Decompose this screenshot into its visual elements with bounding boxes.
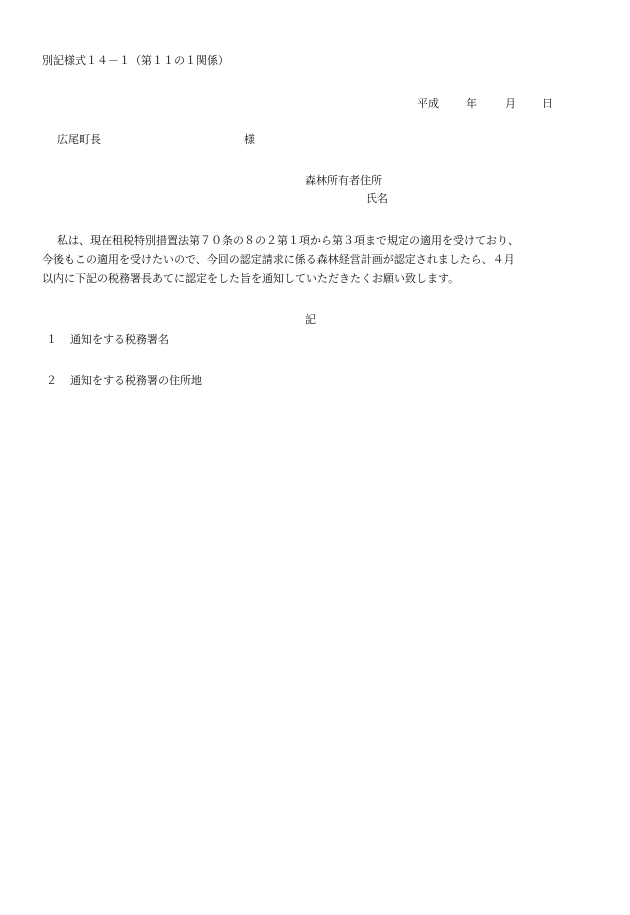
date-month: 月 — [505, 97, 516, 110]
addressee-name: 広尾町長 — [57, 133, 101, 146]
form-label: 別記様式１４－１（第１１の１関係） — [42, 54, 229, 67]
body-line: 私は、現在租税特別措置法第７０条の８の２第１項から第３項まで規定の適用を受けており、 — [57, 234, 519, 247]
addressee-honorific: 様 — [244, 133, 255, 146]
ki-heading: 記 — [305, 313, 316, 326]
applicant-name-label: 氏名 — [366, 192, 388, 205]
list-item-number: ２ — [46, 374, 57, 387]
date-day: 日 — [542, 97, 553, 110]
date-era: 平成 — [417, 97, 439, 110]
body-line: 今後もこの適用を受けたいので、今回の認定請求に係る森林経営計画が認定されましたら、４月 — [42, 253, 515, 266]
list-item-label: 通知をする税務署の住所地 — [70, 374, 202, 387]
date-year: 年 — [466, 97, 477, 110]
list-item-number: １ — [46, 333, 57, 346]
applicant-address-label: 森林所有者住所 — [305, 174, 382, 187]
body-line: 以内に下記の税務署長あてに認定をした旨を通知していただきたくお願い致します。 — [42, 272, 460, 285]
list-item-label: 通知をする税務署名 — [70, 333, 169, 346]
